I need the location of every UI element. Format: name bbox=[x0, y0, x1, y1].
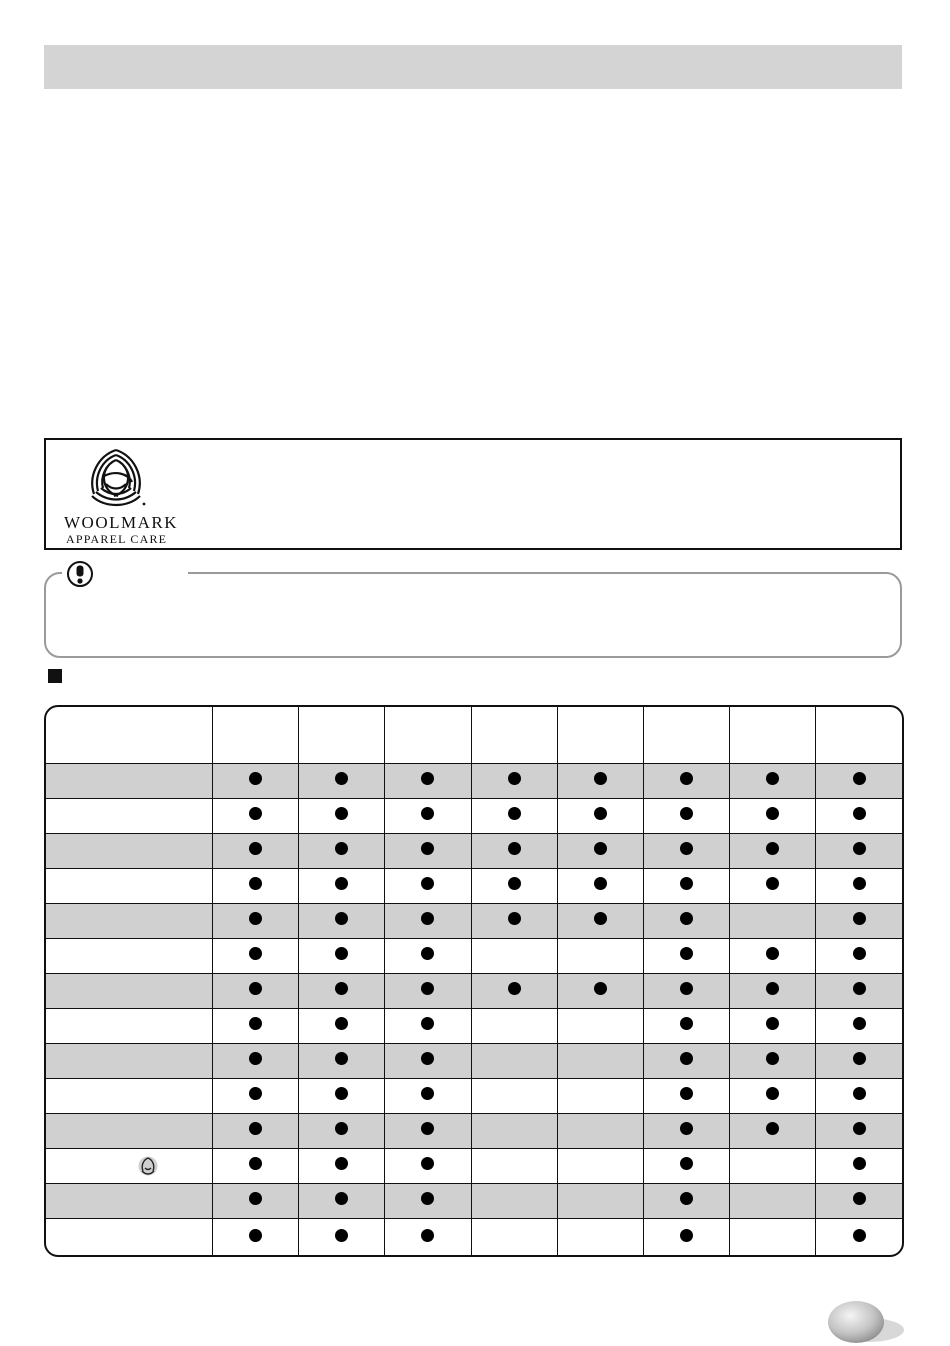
compat-cell bbox=[643, 764, 729, 799]
compatible-dot-icon bbox=[249, 1052, 262, 1065]
compatible-dot-icon bbox=[335, 807, 348, 820]
compatible-dot-icon bbox=[421, 1192, 434, 1205]
compat-cell bbox=[471, 1044, 557, 1079]
compatible-dot-icon bbox=[421, 947, 434, 960]
compat-cell bbox=[299, 1184, 385, 1219]
compatible-dot-icon bbox=[680, 842, 693, 855]
compatible-dot-icon bbox=[508, 807, 521, 820]
note-header-line bbox=[188, 572, 232, 574]
compat-cell bbox=[643, 799, 729, 834]
compatible-dot-icon bbox=[508, 912, 521, 925]
table-row bbox=[46, 974, 902, 1009]
compat-cell bbox=[213, 939, 299, 974]
compat-cell bbox=[730, 1079, 816, 1114]
compatible-dot-icon bbox=[853, 1192, 866, 1205]
compatible-dot-icon bbox=[335, 1017, 348, 1030]
compatible-dot-icon bbox=[680, 1087, 693, 1100]
compat-cell bbox=[557, 974, 643, 1009]
compat-cell bbox=[643, 974, 729, 1009]
compatible-dot-icon bbox=[853, 1052, 866, 1065]
compat-cell bbox=[643, 1219, 729, 1258]
compat-cell bbox=[730, 764, 816, 799]
compat-cell bbox=[557, 1114, 643, 1149]
compatible-dot-icon bbox=[680, 772, 693, 785]
compat-cell bbox=[213, 834, 299, 869]
compatible-dot-icon bbox=[766, 1017, 779, 1030]
compat-cell bbox=[299, 974, 385, 1009]
table-row bbox=[46, 1079, 902, 1114]
compatible-dot-icon bbox=[853, 1229, 866, 1242]
compatible-dot-icon bbox=[853, 1157, 866, 1170]
compatible-dot-icon bbox=[680, 1017, 693, 1030]
compat-cell bbox=[385, 1114, 471, 1149]
compat-cell bbox=[643, 1184, 729, 1219]
compatible-dot-icon bbox=[421, 912, 434, 925]
compat-cell bbox=[299, 1009, 385, 1044]
compat-cell bbox=[643, 1079, 729, 1114]
compatible-dot-icon bbox=[335, 1229, 348, 1242]
compat-cell bbox=[213, 764, 299, 799]
compatible-dot-icon bbox=[335, 912, 348, 925]
compat-cell bbox=[385, 1044, 471, 1079]
compatible-dot-icon bbox=[421, 877, 434, 890]
row-label-cell bbox=[46, 869, 213, 904]
compat-cell bbox=[730, 939, 816, 974]
compatible-dot-icon bbox=[249, 947, 262, 960]
table-header-cell bbox=[46, 707, 213, 764]
compat-cell bbox=[816, 1219, 902, 1258]
compat-cell bbox=[557, 869, 643, 904]
compat-cell bbox=[816, 1079, 902, 1114]
compatible-dot-icon bbox=[249, 1122, 262, 1135]
compatible-dot-icon bbox=[508, 877, 521, 890]
table-header-row bbox=[46, 707, 902, 764]
compat-cell bbox=[730, 974, 816, 1009]
compat-cell bbox=[643, 1044, 729, 1079]
compat-cell bbox=[213, 1114, 299, 1149]
compat-cell bbox=[557, 1184, 643, 1219]
compat-cell bbox=[816, 1114, 902, 1149]
compat-cell bbox=[730, 869, 816, 904]
row-label-cell bbox=[46, 799, 213, 834]
compat-cell bbox=[385, 1079, 471, 1114]
compatible-dot-icon bbox=[421, 1122, 434, 1135]
compatible-dot-icon bbox=[249, 1192, 262, 1205]
compat-cell bbox=[471, 1009, 557, 1044]
compatible-dot-icon bbox=[853, 842, 866, 855]
table-header-cell bbox=[213, 707, 299, 764]
compatible-dot-icon bbox=[508, 772, 521, 785]
compat-cell bbox=[471, 799, 557, 834]
compat-cell bbox=[213, 1184, 299, 1219]
compatible-dot-icon bbox=[249, 877, 262, 890]
compat-cell bbox=[299, 904, 385, 939]
compatible-dot-icon bbox=[594, 877, 607, 890]
table-header-cell bbox=[816, 707, 902, 764]
compat-cell bbox=[816, 1149, 902, 1184]
compat-cell bbox=[385, 764, 471, 799]
compat-cell bbox=[385, 799, 471, 834]
compat-cell bbox=[816, 799, 902, 834]
compat-cell bbox=[730, 799, 816, 834]
compat-cell bbox=[730, 834, 816, 869]
table-row bbox=[46, 1114, 902, 1149]
compat-cell bbox=[213, 799, 299, 834]
compat-cell bbox=[730, 1184, 816, 1219]
compatible-dot-icon bbox=[594, 912, 607, 925]
compatible-dot-icon bbox=[249, 842, 262, 855]
square-bullet-icon bbox=[48, 669, 62, 683]
row-label-cell bbox=[46, 1184, 213, 1219]
compatibility-table bbox=[44, 705, 904, 1257]
row-label-cell bbox=[46, 1009, 213, 1044]
compat-cell bbox=[816, 834, 902, 869]
woolmark-small-icon bbox=[138, 1156, 158, 1176]
compatible-dot-icon bbox=[335, 772, 348, 785]
compat-cell bbox=[730, 1114, 816, 1149]
compat-cell bbox=[385, 869, 471, 904]
compatible-dot-icon bbox=[766, 842, 779, 855]
compat-cell bbox=[299, 764, 385, 799]
compatible-dot-icon bbox=[249, 1017, 262, 1030]
compat-cell bbox=[299, 1079, 385, 1114]
compat-cell bbox=[643, 869, 729, 904]
compatible-dot-icon bbox=[421, 772, 434, 785]
compatible-dot-icon bbox=[249, 807, 262, 820]
compatible-dot-icon bbox=[853, 912, 866, 925]
compatible-dot-icon bbox=[680, 947, 693, 960]
compatible-dot-icon bbox=[335, 877, 348, 890]
row-label-cell bbox=[46, 1149, 213, 1184]
compat-cell bbox=[213, 1044, 299, 1079]
row-label-cell bbox=[46, 1114, 213, 1149]
compatible-dot-icon bbox=[421, 1052, 434, 1065]
compatible-dot-icon bbox=[594, 772, 607, 785]
compat-cell bbox=[471, 904, 557, 939]
compatible-dot-icon bbox=[853, 807, 866, 820]
table-header-cell bbox=[643, 707, 729, 764]
table-row bbox=[46, 1044, 902, 1079]
compatible-dot-icon bbox=[680, 912, 693, 925]
compat-cell bbox=[213, 1009, 299, 1044]
compat-cell bbox=[213, 1149, 299, 1184]
compat-cell bbox=[816, 974, 902, 1009]
compat-cell bbox=[471, 939, 557, 974]
compatible-dot-icon bbox=[766, 807, 779, 820]
section-header-bar bbox=[44, 45, 902, 89]
compatible-dot-icon bbox=[421, 842, 434, 855]
table-row bbox=[46, 1219, 902, 1258]
compat-cell bbox=[816, 1044, 902, 1079]
compatible-dot-icon bbox=[421, 1229, 434, 1242]
table-row bbox=[46, 799, 902, 834]
compat-cell bbox=[385, 939, 471, 974]
compat-cell bbox=[643, 1149, 729, 1184]
compat-cell bbox=[557, 764, 643, 799]
compat-cell bbox=[213, 1219, 299, 1258]
compat-cell bbox=[213, 869, 299, 904]
compatible-dot-icon bbox=[335, 982, 348, 995]
compat-cell bbox=[730, 1009, 816, 1044]
compatible-dot-icon bbox=[766, 1052, 779, 1065]
compatible-dot-icon bbox=[335, 1052, 348, 1065]
compatible-dot-icon bbox=[594, 842, 607, 855]
table-header-cell bbox=[557, 707, 643, 764]
exclamation-icon bbox=[66, 560, 94, 588]
compat-cell bbox=[557, 1219, 643, 1258]
compatible-dot-icon bbox=[421, 1157, 434, 1170]
row-label-cell bbox=[46, 1219, 213, 1258]
compatible-dot-icon bbox=[335, 1192, 348, 1205]
compatible-dot-icon bbox=[680, 1122, 693, 1135]
note-box bbox=[44, 572, 902, 658]
compat-cell bbox=[816, 1184, 902, 1219]
table-row bbox=[46, 939, 902, 974]
table-row bbox=[46, 904, 902, 939]
compat-cell bbox=[385, 904, 471, 939]
compat-cell bbox=[557, 939, 643, 974]
compat-cell bbox=[557, 799, 643, 834]
table-row bbox=[46, 1009, 902, 1044]
compatible-dot-icon bbox=[853, 772, 866, 785]
compat-cell bbox=[643, 834, 729, 869]
compat-cell bbox=[816, 764, 902, 799]
compat-cell bbox=[213, 974, 299, 1009]
compat-cell bbox=[816, 939, 902, 974]
compatible-dot-icon bbox=[853, 1017, 866, 1030]
compat-cell bbox=[299, 1219, 385, 1258]
compatible-dot-icon bbox=[594, 807, 607, 820]
row-label-cell bbox=[46, 834, 213, 869]
compat-cell bbox=[385, 974, 471, 1009]
compatible-dot-icon bbox=[680, 1229, 693, 1242]
compatible-dot-icon bbox=[766, 1087, 779, 1100]
row-label-cell bbox=[46, 904, 213, 939]
compatible-dot-icon bbox=[680, 1157, 693, 1170]
compat-cell bbox=[471, 1219, 557, 1258]
table-row bbox=[46, 764, 902, 799]
compat-cell bbox=[730, 904, 816, 939]
compatible-dot-icon bbox=[421, 982, 434, 995]
compatible-dot-icon bbox=[766, 1122, 779, 1135]
page-number-badge bbox=[826, 1300, 906, 1346]
table-header-cell bbox=[299, 707, 385, 764]
compatible-dot-icon bbox=[249, 1087, 262, 1100]
compat-cell bbox=[557, 1044, 643, 1079]
compatible-dot-icon bbox=[680, 877, 693, 890]
compat-cell bbox=[299, 1114, 385, 1149]
table-row bbox=[46, 1184, 902, 1219]
compat-cell bbox=[643, 904, 729, 939]
row-label-cell bbox=[46, 1044, 213, 1079]
compatible-dot-icon bbox=[421, 1087, 434, 1100]
compat-cell bbox=[816, 869, 902, 904]
compatible-dot-icon bbox=[335, 1087, 348, 1100]
compat-cell bbox=[730, 1044, 816, 1079]
compat-cell bbox=[643, 1114, 729, 1149]
compatible-dot-icon bbox=[766, 772, 779, 785]
compatible-dot-icon bbox=[335, 842, 348, 855]
woolmark-brand-text: WOOLMARK bbox=[64, 513, 178, 532]
compat-cell bbox=[557, 1009, 643, 1044]
compatible-dot-icon bbox=[853, 877, 866, 890]
compat-cell bbox=[299, 1044, 385, 1079]
woolmark-tagline-text: APPAREL CARE bbox=[66, 532, 168, 546]
compatible-dot-icon bbox=[421, 1017, 434, 1030]
compatible-dot-icon bbox=[335, 1157, 348, 1170]
table-header-cell bbox=[471, 707, 557, 764]
compat-cell bbox=[299, 939, 385, 974]
compatible-dot-icon bbox=[853, 1087, 866, 1100]
compat-cell bbox=[471, 869, 557, 904]
compatible-dot-icon bbox=[249, 912, 262, 925]
compat-cell bbox=[557, 1079, 643, 1114]
compatible-dot-icon bbox=[680, 807, 693, 820]
compat-cell bbox=[643, 1009, 729, 1044]
row-label-cell bbox=[46, 1079, 213, 1114]
compat-cell bbox=[299, 869, 385, 904]
compat-cell bbox=[299, 1149, 385, 1184]
compatible-dot-icon bbox=[508, 842, 521, 855]
compatible-dot-icon bbox=[421, 807, 434, 820]
compat-cell bbox=[213, 1079, 299, 1114]
compat-cell bbox=[471, 974, 557, 1009]
compatible-dot-icon bbox=[766, 982, 779, 995]
table-row bbox=[46, 834, 902, 869]
compatible-dot-icon bbox=[853, 982, 866, 995]
compat-cell bbox=[816, 1009, 902, 1044]
compatible-dot-icon bbox=[249, 1229, 262, 1242]
compat-cell bbox=[385, 834, 471, 869]
compat-cell bbox=[471, 834, 557, 869]
compat-cell bbox=[471, 1184, 557, 1219]
row-label-cell bbox=[46, 764, 213, 799]
compatible-dot-icon bbox=[853, 947, 866, 960]
compatible-dot-icon bbox=[680, 1052, 693, 1065]
compat-cell bbox=[213, 904, 299, 939]
compat-cell bbox=[471, 1079, 557, 1114]
compat-cell bbox=[643, 939, 729, 974]
compat-cell bbox=[816, 904, 902, 939]
table-row bbox=[46, 869, 902, 904]
row-label-cell bbox=[46, 939, 213, 974]
compat-cell bbox=[385, 1149, 471, 1184]
compat-cell bbox=[385, 1009, 471, 1044]
compatible-dot-icon bbox=[335, 1122, 348, 1135]
compatible-dot-icon bbox=[766, 947, 779, 960]
compat-cell bbox=[730, 1219, 816, 1258]
compatible-dot-icon bbox=[249, 1157, 262, 1170]
table-header-cell bbox=[730, 707, 816, 764]
compatible-dot-icon bbox=[766, 877, 779, 890]
compatible-dot-icon bbox=[508, 982, 521, 995]
compatible-dot-icon bbox=[680, 982, 693, 995]
compat-cell bbox=[557, 834, 643, 869]
compatible-dot-icon bbox=[594, 982, 607, 995]
compat-cell bbox=[299, 834, 385, 869]
compat-cell bbox=[299, 799, 385, 834]
compatible-dot-icon bbox=[680, 1192, 693, 1205]
woolmark-notice-box bbox=[44, 438, 902, 550]
compat-cell bbox=[557, 1149, 643, 1184]
compat-cell bbox=[385, 1219, 471, 1258]
compat-cell bbox=[557, 904, 643, 939]
woolmark-logo-icon bbox=[78, 446, 154, 512]
table-header-cell bbox=[385, 707, 471, 764]
compatible-dot-icon bbox=[249, 982, 262, 995]
compat-cell bbox=[471, 764, 557, 799]
compat-cell bbox=[385, 1184, 471, 1219]
compat-cell bbox=[471, 1114, 557, 1149]
compat-cell bbox=[730, 1149, 816, 1184]
row-label-cell bbox=[46, 974, 213, 1009]
compatible-dot-icon bbox=[853, 1122, 866, 1135]
compat-cell bbox=[471, 1149, 557, 1184]
compatible-dot-icon bbox=[335, 947, 348, 960]
table-row bbox=[46, 1149, 902, 1184]
compatible-dot-icon bbox=[249, 772, 262, 785]
